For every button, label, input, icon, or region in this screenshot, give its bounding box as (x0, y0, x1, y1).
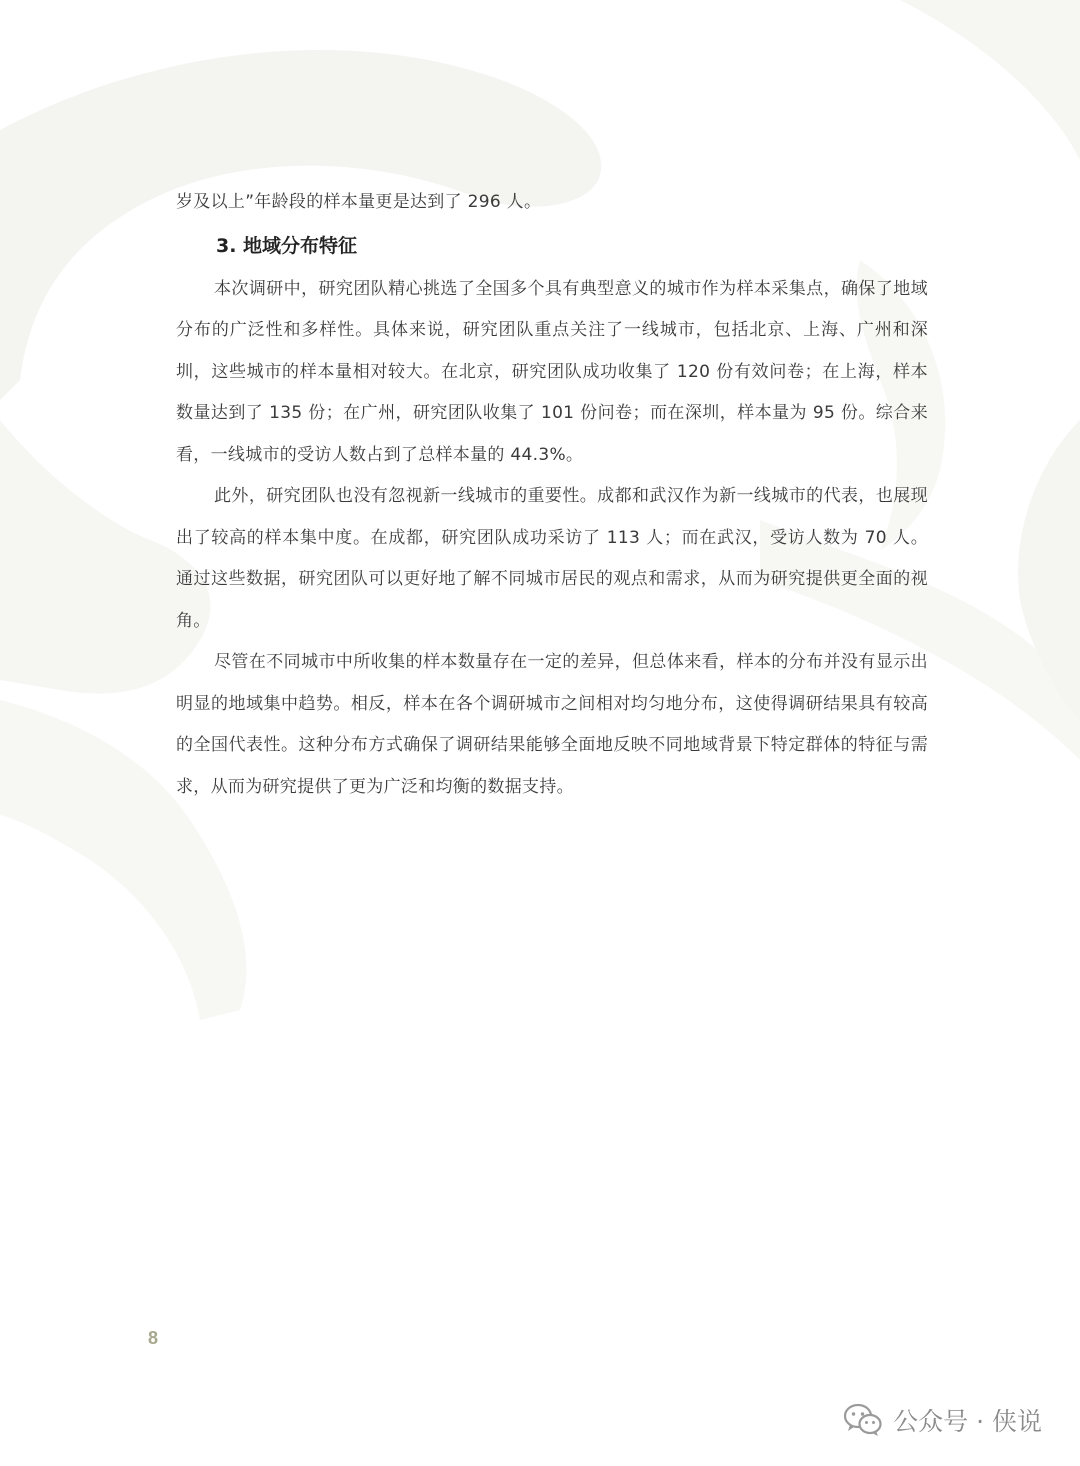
section-heading: 3. 地域分布特征 (216, 234, 358, 257)
document-body (176, 182, 928, 808)
page-number: 8 (148, 1328, 159, 1348)
watermark-text: 公众号 · 侠说 (893, 1407, 1042, 1436)
paragraph-new-first-tier-cities: 此外，研究团队也没有忽视新一线城市的重要性。成都和武汉作为新一线城市的代表，也展现出了较高的样本集中度。在成都，研究团队成功采访了 113 人；而在武汉，受访人数为 70 人。通过这些数据，研究团队可以更好地了解不同城市居民的观点和需求，从而为研究提供更全面的视角。 (176, 486, 928, 631)
paragraph-first-tier-cities: 本次调研中，研究团队精心挑选了全国多个具有典型意义的城市作为样本采集点，确保了地域分布的广泛性和多样性。具体来说，研究团队重点关注了一线城市，包括北京、上海、广州和深圳，这些城市的样本量相对较大。在北京，研究团队成功收集了 120 份有效问卷；在上海，样本数量达到了 135 份；在广州，研究团队收集了 101 份问卷；而在深圳，样本量为 95 份。综合来看，一线城市的受访人数占到了总样本量的 44.3%。 (176, 278, 928, 465)
wechat-icon (843, 1403, 883, 1437)
paragraph-distribution-summary: 尽管在不同城市中所收集的样本数量存在一定的差异，但总体来看，样本的分布并没有显示出明显的地域集中趋势。相反，样本在各个调研城市之间相对均匀地分布，这使得调研结果具有较高的全国代表性。这种分布方式确保了调研结果能够全面地反映不同地域背景下特定群体的特征与需求，从而为研究提供了更为广泛和均衡的数据支持。 (176, 652, 928, 797)
watermark (843, 1402, 1042, 1438)
paragraph-continued: 岁及以上”年龄段的样本量更是达到了 296 人。 (176, 192, 542, 212)
